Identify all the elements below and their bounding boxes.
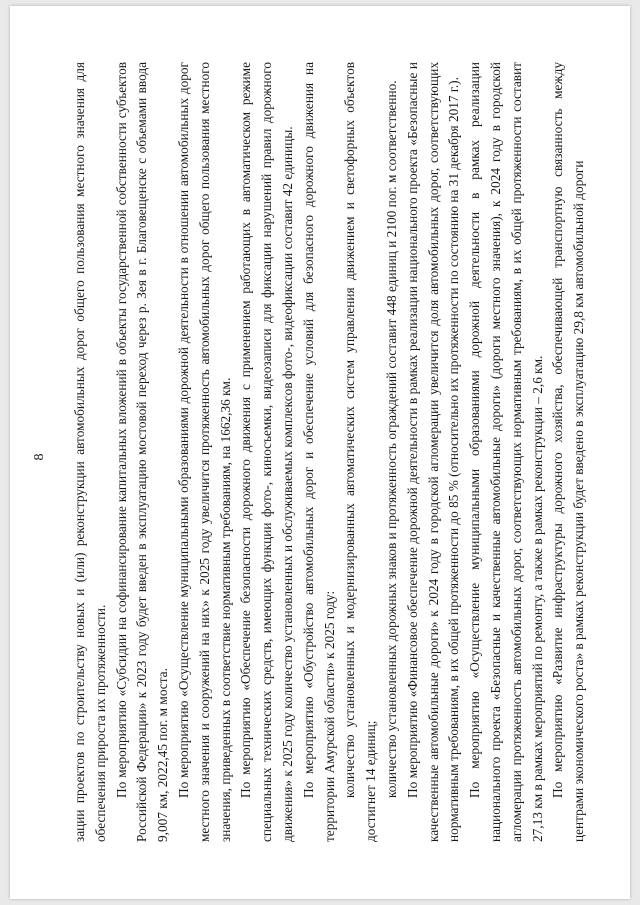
paragraph-national-project-funding: По мероприятию «Финансовое обеспечение дорожной деятельности в рамках реализации национального проекта «Безопасные и качественные автомобильные дороги» к 2024 году в городской агломерации увеличится доля автомобильных дорог, соответствующих нормативным требованиям, в их общей протяженности до 85 % (относительно их протяженности по состоянию на 31 декабря 2017 г.). — [404, 62, 462, 842]
paragraph-continuation: зации проектов по строительству новых и (или) реконструкции автомобильных дорог общего пользования местного значения для обеспечения прироста их протяженности. — [72, 62, 108, 842]
document-body — [70, 62, 590, 842]
paragraph-subsidies: По мероприятию «Субсидии на софинансирование капитальных вложений в объекты государственной собственности субъектов Российской Федерации» к 2023 году будет введен в эксплуатацию мостовой переход через р. Зея в г. Благовещенске с объемами ввода 9,007 км, 2022,45 пог. м моста. — [113, 62, 171, 842]
list-item-traffic-lights: количество установленных и модернизированных автоматических систем управления движением и светофорных объектов достигнет 14 единиц; — [342, 62, 379, 842]
paragraph-national-project-local-roads: По мероприятию «Осуществление муниципальными образованиями дорожной деятельности в рамках реализации национального проекта «Безопасные и качественные автомобильные дороги» (дороги местного значения), к 2024 году в городской агломерации протяженность автомобильных дорог, соответствующих нормативным требованиям, в их общей протяженности составит 27,13 км в рамках мероприятий по ремонту, а также в рамках реконструкции – 2,6 км. — [467, 62, 545, 842]
page-number: 8 — [32, 453, 47, 461]
list-item-road-signs: количество установленных дорожных знаков и протяженность ограждений составит 448 единиц и 2100 пог. м соответственно. — [383, 80, 399, 798]
paragraph-traffic-safety-cameras: По мероприятию «Обеспечение безопасности дорожного движения с применением работающих в автоматическом режиме специальных технических средств, имеющих функции фото-, киносъемки, видеозаписи для фиксации нарушений правил дорожного движения» к 2025 году количество установленных и обслуживаемых комплексов фото-, видеофиксации составит 42 единицы. — [238, 62, 295, 842]
paragraph-road-arrangement: По мероприятию «Обустройство автомобильных дорог и обеспечение условий для безопасного дорожного движения на территории Амурской области» к 2025 году: — [300, 62, 337, 842]
paragraph-municipal-roads: По мероприятию «Осуществление муниципальными образованиями дорожной деятельности в отношении автомобильных дорог местного значения и сооружений на них» к 2025 году увеличится протяженность автомобильных дорог общего пользования местного значения, приведенных в соответствие нормативным требованиям, на 1662,36 км. — [175, 62, 233, 842]
rotated-page — [32, 62, 587, 842]
paragraph-infrastructure-development: По мероприятию «Развитие инфраструктуры дорожного хозяйства, обеспечивающей транспортную связанность между центрами экономического роста» в рамках реконструкции будет введено в эксплуатацию 29,8 км автомобильной дороги — [550, 62, 587, 842]
scanned-sheet — [10, 6, 630, 899]
